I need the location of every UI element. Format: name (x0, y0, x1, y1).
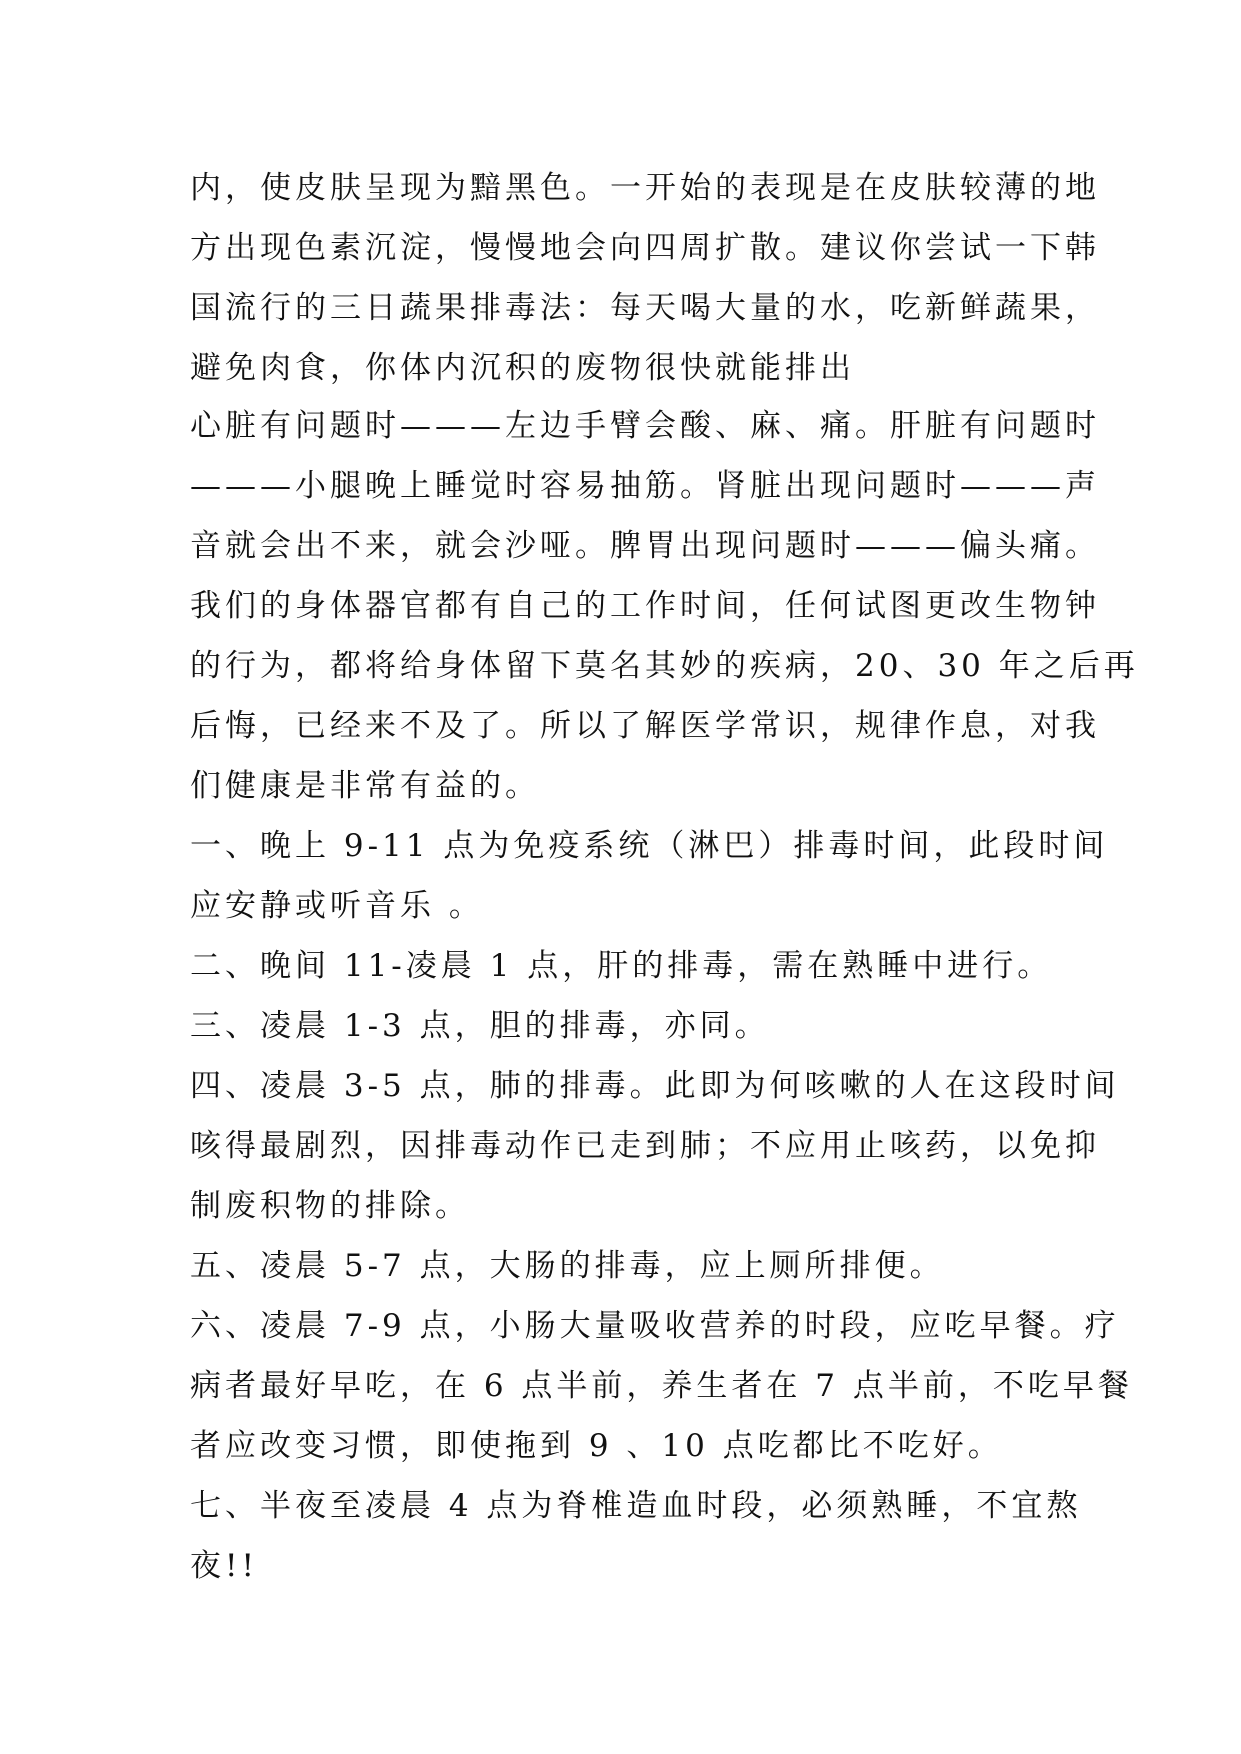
text-line: 国流行的三日蔬果排毒法：每天喝大量的水，吃新鲜蔬果， (190, 290, 1100, 326)
text-line: 后悔，已经来不及了。所以了解医学常识，规律作息，对我 (190, 708, 1100, 744)
text-line: 我们的身体器官都有自己的工作时间，任何试图更改生物钟 (190, 588, 1100, 624)
text-line: ———小腿晚上睡觉时容易抽筋。肾脏出现问题时———声 (190, 468, 1100, 504)
text-line: 方出现色素沉淀，慢慢地会向四周扩散。建议你尝试一下韩 (190, 230, 1100, 266)
text-line: 者应改变习惯，即使拖到 9 、10 点吃都比不吃好。 (190, 1428, 1003, 1464)
paragraph-organ-schedule (190, 396, 1139, 1596)
text-line: 五、凌晨 5-7 点，大肠的排毒，应上厕所排便。 (190, 1248, 945, 1284)
text-line: 心脏有问题时———左边手臂会酸、麻、痛。肝脏有问题时 (190, 408, 1100, 444)
text-line: 音就会出不来，就会沙哑。脾胃出现问题时———偏头痛。 (190, 528, 1100, 564)
text-line: 避免肉食，你体内沉积的废物很快就能排出 (190, 350, 855, 386)
text-line: 一、晚上 9-11 点为免疫系统（淋巴）排毒时间，此段时间 (190, 828, 1109, 864)
text-line: 们健康是非常有益的。 (190, 768, 540, 804)
text-line: 制废积物的排除。 (190, 1188, 470, 1224)
text-line: 三、凌晨 1-3 点，胆的排毒，亦同。 (190, 1008, 770, 1044)
text-line: 内，使皮肤呈现为黯黑色。一开始的表现是在皮肤较薄的地 (190, 170, 1100, 206)
text-line: 咳得最剧烈，因排毒动作已走到肺；不应用止咳药，以免抑 (190, 1128, 1100, 1164)
text-line: 六、凌晨 7-9 点，小肠大量吸收营养的时段，应吃早餐。疗 (190, 1308, 1120, 1344)
text-line: 病者最好早吃，在 6 点半前，养生者在 7 点半前，不吃早餐 (190, 1368, 1133, 1404)
text-line: 二、晚间 11-凌晨 1 点，肝的排毒，需在熟睡中进行。 (190, 948, 1053, 984)
text-line: 的行为，都将给身体留下莫名其妙的疾病，20、30 年之后再 (190, 648, 1139, 684)
text-line: 应安静或听音乐 。 (190, 888, 484, 924)
text-line: 夜!! (190, 1548, 258, 1584)
paragraph-skin-detox (190, 158, 1100, 398)
text-line: 七、半夜至凌晨 4 点为脊椎造血时段，必须熟睡，不宜熬 (190, 1488, 1082, 1524)
text-line: 四、凌晨 3-5 点，肺的排毒。此即为何咳嗽的人在这段时间 (190, 1068, 1120, 1104)
